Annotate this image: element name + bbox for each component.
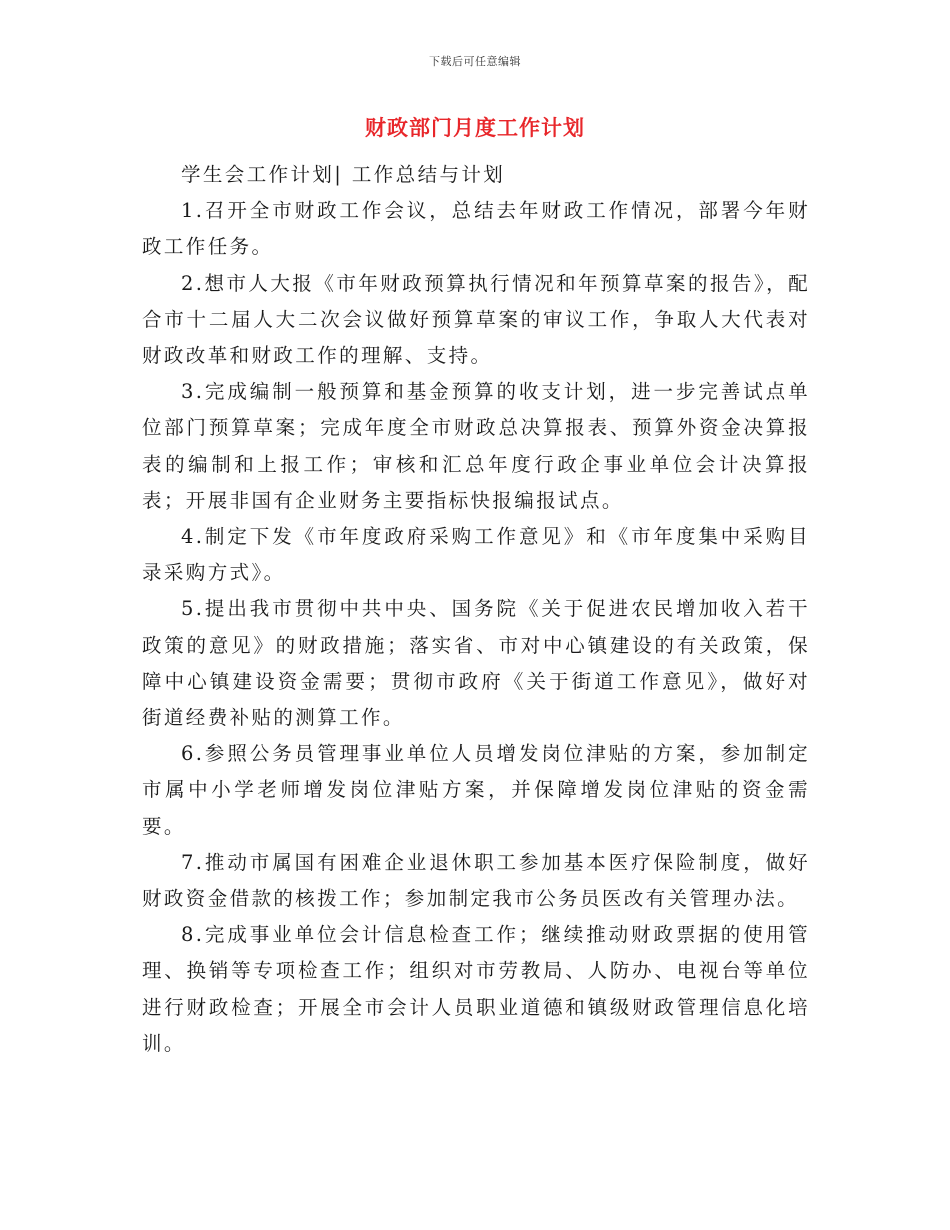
subtitle-line: 学生会工作计划| 工作总结与计划 bbox=[181, 163, 506, 186]
paragraph-1: 1.召开全市财政工作会议，总结去年财政工作情况，部署今年财政工作任务。 bbox=[142, 199, 810, 259]
paragraph-3: 3.完成编制一般预算和基金预算的收支计划，进一步完善试点单位部门预算草案；完成年度全市财政总决算报表、预算外资金决算报表的编制和上报工作；审核和汇总年度行政企事业单位会计决算报表；开展非国有企业财务主要指标快报编报试点。 bbox=[142, 380, 810, 512]
paragraph-4: 4.制定下发《市年度政府采购工作意见》和《市年度集中采购目录采购方式》。 bbox=[142, 525, 810, 585]
paragraph-2: 2.想市人大报《市年财政预算执行情况和年预算草案的报告》，配合市十二届人大二次会议做好预算草案的审议工作，争取人大代表对财政改革和财政工作的理解、支持。 bbox=[142, 271, 810, 368]
paragraph-8: 8.完成事业单位会计信息检查工作；继续推动财政票据的使用管理、换销等专项检查工作；组织对市劳教局、人防办、电视台等单位进行财政检查；开展全市会计人员职业道德和镇级财政管理信息化培训。 bbox=[142, 923, 810, 1055]
document-title: 财政部门月度工作计划 bbox=[365, 116, 585, 140]
paragraph-7: 7.推动市属国有困难企业退休职工参加基本医疗保险制度，做好财政资金借款的核拨工作；参加制定我市公务员医改有关管理办法。 bbox=[142, 850, 810, 911]
header-note: 下载后可任意编辑 bbox=[429, 55, 521, 68]
paragraph-6: 6.参照公务员管理事业单位人员增发岗位津贴的方案，参加制定市属中小学老师增发岗位津贴方案，并保障增发岗位津贴的资金需要。 bbox=[142, 742, 810, 838]
document-body bbox=[142, 157, 810, 1062]
paragraph-5: 5.提出我市贯彻中共中央、国务院《关于促进农民增加收入若干政策的意见》的财政措施；落实省、市对中心镇建设的有关政策，保障中心镇建设资金需要；贯彻市政府《关于街道工作意见》，做好对街道经费补贴的测算工作。 bbox=[142, 597, 810, 730]
